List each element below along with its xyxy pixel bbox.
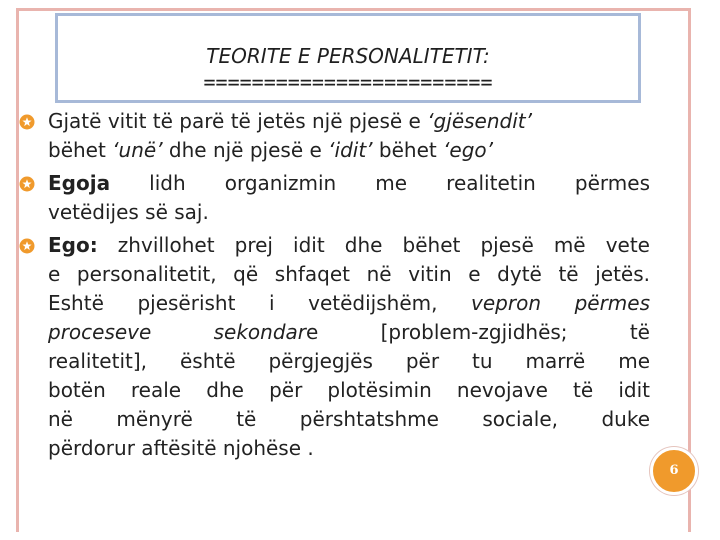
bullet-1-line-2-mid: dhe një pjesë e [162,138,329,162]
bullet-1-term-ego: ‘ego’ [443,138,494,162]
page-number-badge: 6 [650,447,698,495]
bullet-1-term-idit: ‘idit’ [328,138,373,162]
bullet-3-line-6: botën reale dhe për plotësimin nevojave të idit [48,378,650,402]
title-box [55,13,641,103]
bullet-3-text [48,231,650,463]
bullet-2-line-1: lidh organizmin me realitetin përmes [110,171,650,195]
orange-star-bullet-icon [19,238,35,254]
bullet-3-line-3: Eshtë pjesërisht i vetëdijshëm, [48,291,472,315]
orange-star-bullet-icon [19,176,35,192]
bullet-3-term-proceseve: proceseve sekondar [48,320,307,344]
bullet-3-line-5: realitetit], është përgjegjës për tu marrë me [48,349,650,373]
slide-frame-top-line [16,8,691,11]
bullet-3-term-vepron: vepron përmes [471,291,650,315]
bullet-2-line-2: vetëdijes së saj. [48,200,209,224]
bullet-2-term-egoja: Egoja [48,171,111,195]
bullet-3-line-8: përdorur aftësitë njohëse . [48,436,314,460]
bullet-3-line-2: e personalitetit, që shfaqet në vitin e dytë të jetës. [48,262,650,286]
bullet-1-line-1: Gjatë vitit të parë të jetës një pjesë e [48,109,428,133]
bullet-2-text [48,169,650,227]
bullet-1-line-2: bëhet [48,138,113,162]
bullet-3-line-1: zhvillohet prej idit dhe bëhet pjesë më vete [97,233,650,257]
slide-title: TEORITE E PERSONALITETIT: [206,44,490,68]
bullet-3-line-7: në mënyrë të përshtatshme sociale, duke [48,407,650,431]
bullet-3-term-ego: Ego: [48,233,98,257]
orange-star-bullet-icon [19,114,35,130]
bullet-1-term-une: ‘unë’ [112,138,163,162]
bullet-1-term-gjesendit: ‘gjësendit’ [427,109,532,133]
bullet-1-line-2-mid2: bëhet [372,138,444,162]
bullet-3-line-4: e [problem-zgjidhës; të [306,320,650,344]
title-underline-rule: ======================== [203,70,493,94]
slide-frame-left-line [16,8,19,532]
bullet-1-text [48,107,650,165]
